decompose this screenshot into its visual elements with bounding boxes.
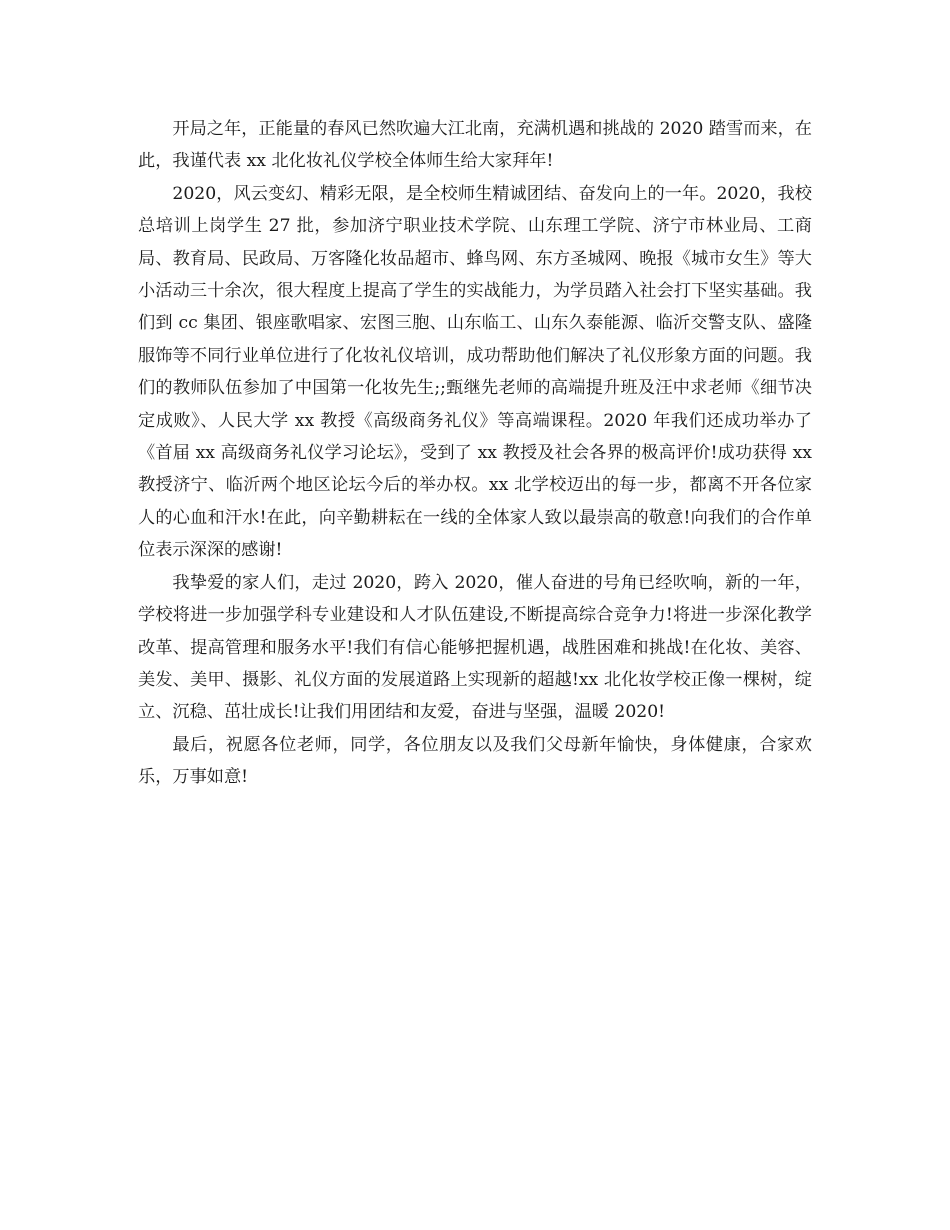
paragraph-outlook: 我挚爱的家人们，走过 2020，跨入 2020，催人奋进的号角已经吹响，新的一年，学校将进一步加强学科专业建设和人才队伍建设,不断提高综合竞争力!将进一步深化教学改革、提高管理和服务水平!我们有信心能够把握机遇，战胜困难和挑战!在化妆、美容、美发、美甲、摄影、礼仪方面的发展道路上实现新的超越!xx 北化妆学校正像一棵树，绽立、沉稳、茁壮成长!让我们用团结和友爱，奋进与坚强，温暖 2020! bbox=[138, 572, 812, 723]
paragraph-opening: 开局之年，正能量的春风已然吹遍大江北南，充满机遇和挑战的 2020 踏雪而来，在此，我谨代表 xx 北化妆礼仪学校全体师生给大家拜年! bbox=[138, 119, 812, 172]
document-body bbox=[138, 113, 812, 794]
paragraph-review: 2020，风云变幻、精彩无限，是全校师生精诚团结、奋发向上的一年。2020，我校总培训上岗学生 27 批，参加济宁职业技术学院、山东理工学院、济宁市林业局、工商局、教育局、民政局、万客隆化妆品超市、蜂鸟网、东方圣城网、晚报《城市女生》等大小活动三十余次，很大程度上提高了学生的实战能力，为学员踏入社会打下坚实基础。我们到 cc 集团、银座歌唱家、宏图三胞、山东临工、山东久泰能源、临沂交警支队、盛隆服饰等不同行业单位进行了化妆礼仪培训，成功帮助他们解决了礼仪形象方面的问题。我们的教师队伍参加了中国第一化妆先生;;甄继先老师的高端提升班及汪中求老师《细节决定成败》、人民大学 xx 教授《高级商务礼仪》等高端课程。2020 年我们还成功举办了《首届 xx 高级商务礼仪学习论坛》，受到了 xx 教授及社会各界的极高评价!成功获得 xx 教授济宁、临沂两个地区论坛今后的举办权。xx 北学校迈出的每一步，都离不开各位家人的心血和汗水!在此，向辛勤耕耘在一线的全体家人致以最崇高的敬意!向我们的合作单位表示深深的感谢! bbox=[138, 183, 812, 561]
paragraph-closing: 最后，祝愿各位老师，同学，各位朋友以及我们父母新年愉快，身体健康，合家欢乐，万事如意! bbox=[138, 734, 812, 788]
